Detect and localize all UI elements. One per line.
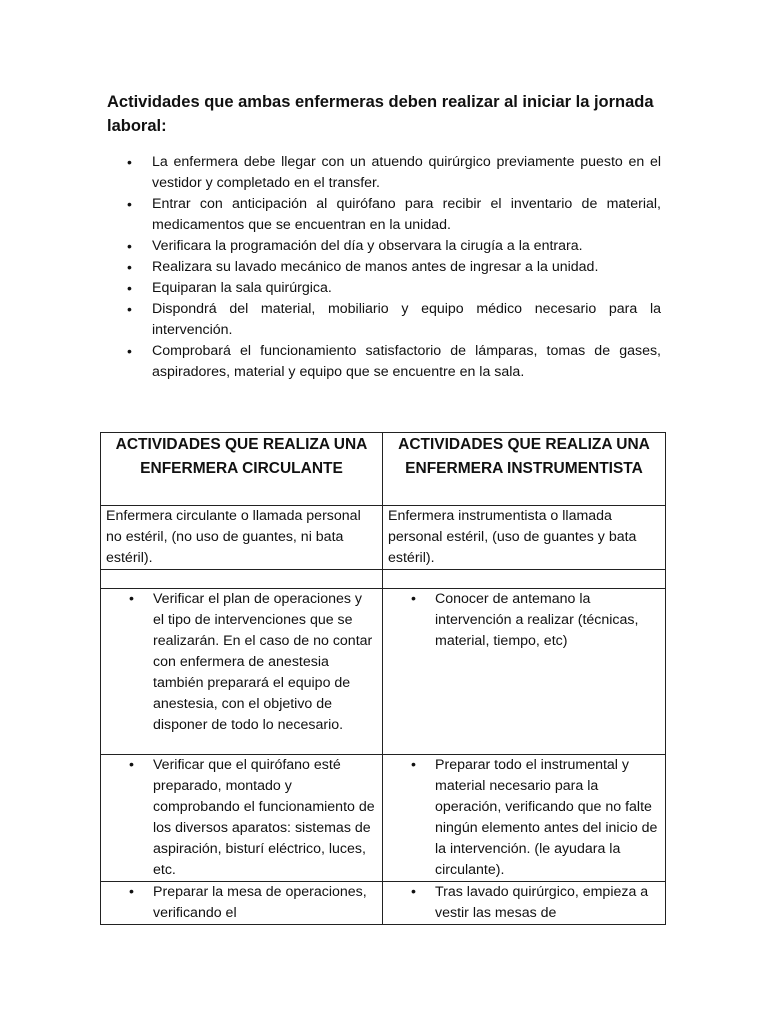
table-cell xyxy=(383,506,666,570)
document-heading: Actividades que ambas enfermeras deben realizar al iniciar la jornada laboral: xyxy=(107,93,654,135)
table-cell xyxy=(383,589,666,755)
table-cell xyxy=(383,755,666,882)
list-item: • Conocer de antemano la intervención a realizar (técnicas, material, tiempo, etc) xyxy=(383,589,665,652)
table-header-row xyxy=(101,433,666,506)
table-row xyxy=(101,755,666,882)
list-item: • Verificar que el quirófano esté preparado, montado y comprobando el funcionamiento de los diversos aparatos: sistemas de aspiración, bisturí eléctrico, luces, etc. xyxy=(101,755,382,881)
table-row xyxy=(101,589,666,755)
table-cell xyxy=(101,755,383,882)
table-cell xyxy=(101,882,383,925)
intro-circulating: Enfermera circulante o llamada personal no estéril, (no uso de guantes, ni bata estéril). xyxy=(106,508,361,566)
table-cell xyxy=(101,570,383,589)
table-cell xyxy=(101,506,383,570)
list-item: • La enfermera debe llegar con un atuendo quirúrgico previamente puesto en el vestidor y completado en el transfer. xyxy=(107,152,661,194)
list-item: • Equiparan la sala quirúrgica. xyxy=(107,278,661,299)
table-cell xyxy=(101,589,383,755)
list-item: • Entrar con anticipación al quirófano para recibir el inventario de material, medicamentos que se encuentran en la unidad. xyxy=(107,194,661,236)
list-item: • Realizara su lavado mecánico de manos antes de ingresar a la unidad. xyxy=(107,257,661,278)
table-row xyxy=(101,506,666,570)
table-row xyxy=(101,882,666,925)
header-circulating-nurse: ACTIVIDADES QUE REALIZA UNA ENFERMERA CIRCULANTE xyxy=(101,433,383,506)
list-item: • Verificar el plan de operaciones y el tipo de intervenciones que se realizarán. En el caso de no contar con enfermera de anestesia también preparará el equipo de anestesia, con el objetivo de disponer de todo lo necesario. xyxy=(101,589,382,736)
table-cell xyxy=(383,882,666,925)
list-item: • Dispondrá del material, mobiliario y equipo médico necesario para la intervención. xyxy=(107,299,661,341)
activities-bullet-list xyxy=(107,152,661,383)
intro-scrub: Enfermera instrumentista o llamada personal estéril, (uso de guantes y bata estéril). xyxy=(388,508,637,566)
list-item: • Tras lavado quirúrgico, empieza a vestir las mesas de xyxy=(383,882,665,924)
list-item: • Comprobará el funcionamiento satisfactorio de lámparas, tomas de gases, aspiradores, material y equipo que se encuentre en la sala. xyxy=(107,341,661,383)
nurse-activities-table xyxy=(100,432,666,925)
table-cell xyxy=(383,570,666,589)
list-item: • Preparar la mesa de operaciones, verificando el xyxy=(101,882,382,924)
table-row xyxy=(101,570,666,589)
header-scrub-nurse: ACTIVIDADES QUE REALIZA UNA ENFERMERA INSTRUMENTISTA xyxy=(383,433,666,506)
list-item: • Preparar todo el instrumental y material necesario para la operación, verificando que no falte ningún elemento antes del inicio de la intervención. (le ayudara la circulante). xyxy=(383,755,665,881)
list-item: • Verificara la programación del día y observara la cirugía a la entrara. xyxy=(107,236,661,257)
